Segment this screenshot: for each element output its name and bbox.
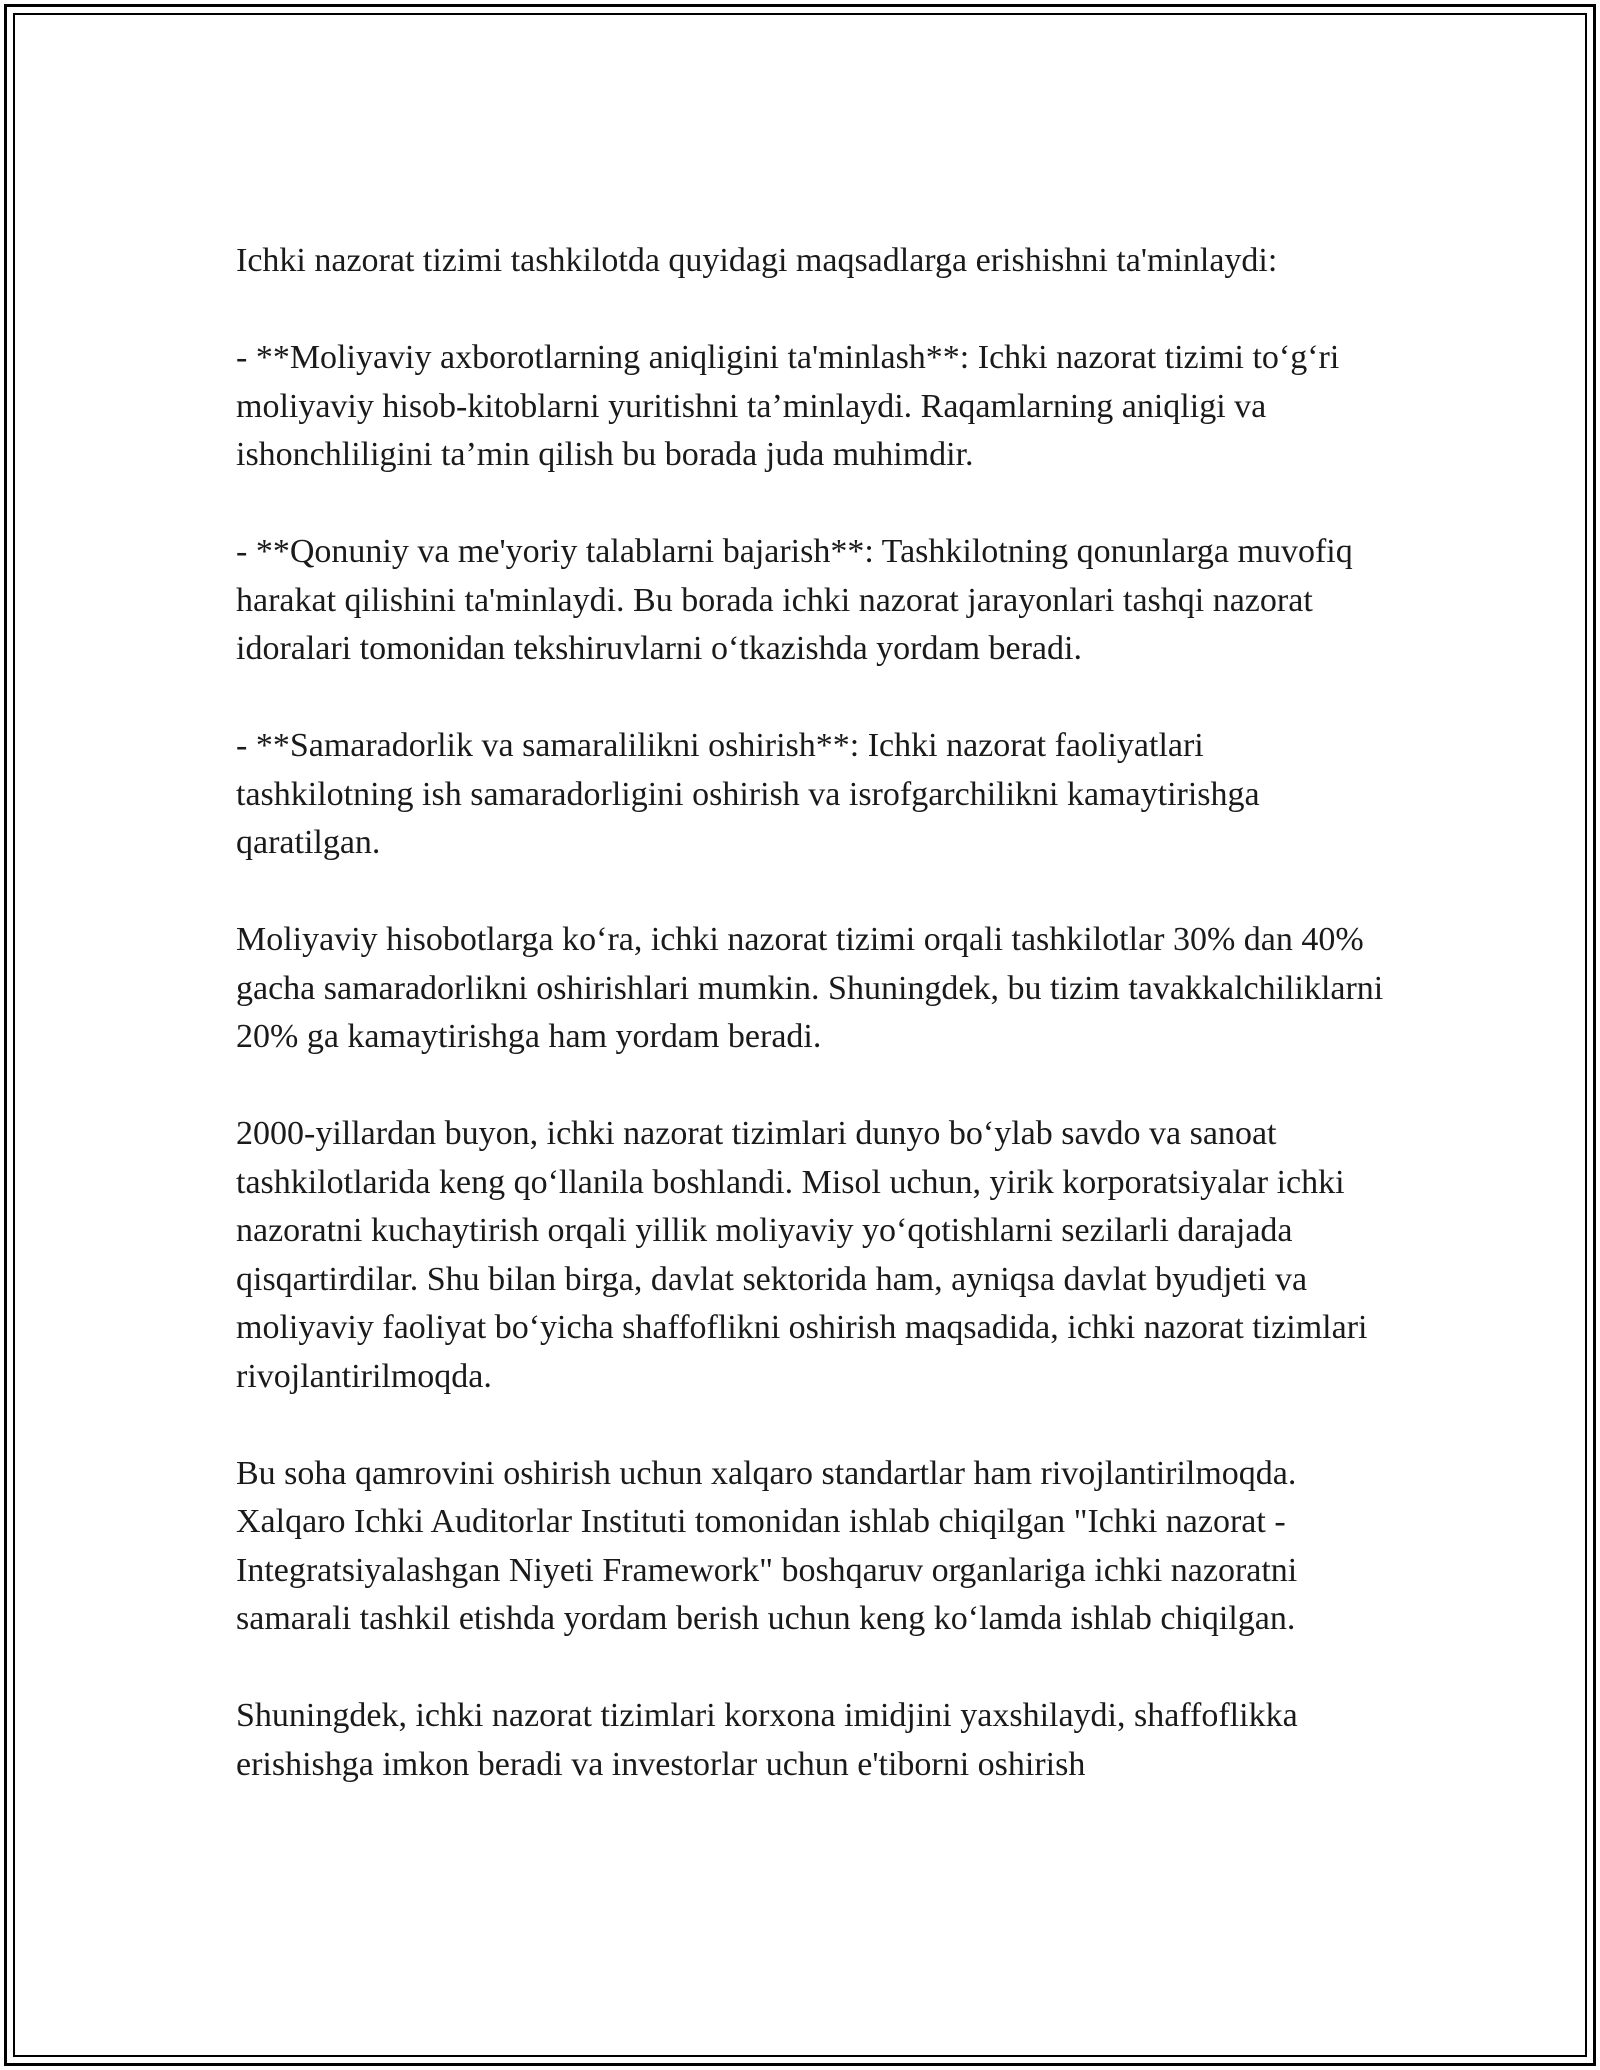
document-body (236, 237, 1386, 1789)
closing-paragraph: Shuningdek, ichki nazorat tizimlari korxona imidjini yaxshilaydi, shaffoflikka erishishga imkon beradi va investorlar uchun e'tiborni oshirish (236, 1697, 1298, 1783)
list-item-financial-accuracy: - **Moliyaviy axborotlarning aniqligini ta'minlash**: Ichki nazorat tizimi to‘g‘ri moliyaviy hisob-kitoblarni yuritishni ta’minlaydi. Raqamlarning aniqligi va ishonchliligini ta’min qilish bu borada juda muhimdir. (236, 339, 1340, 473)
intro-paragraph: Ichki nazorat tizimi tashkilotda quyidagi maqsadlarga erishishni ta'minlaydi: (236, 242, 1278, 279)
list-item-legal-compliance: - **Qonuniy va me'yoriy talablarni bajarish**: Tashkilotning qonunlarga muvofiq harakat qilishini ta'minlaydi. Bu borada ichki nazorat jarayonlari tashqi nazorat idoralari tomonidan tekshiruvlarni o‘tkazishda yordam beradi. (236, 533, 1353, 667)
history-paragraph: 2000-yillardan buyon, ichki nazorat tizimlari dunyo bo‘ylab savdo va sanoat tashkilotlarida keng qo‘llanila boshlandi. Misol uchun, yirik korporatsiyalar ichki nazoratni kuchaytirish orqali yillik moliyaviy yo‘qotishlarni sezilarli darajada qisqartirdilar. Shu bilan birga, davlat sektorida ham, ayniqsa davlat byudjeti va moliyaviy faoliyat bo‘yicha shaffoflikni oshirish maqsadida, ichki nazorat tizimlari rivojlantirilmoqda. (236, 1115, 1368, 1395)
list-item-efficiency: - **Samaradorlik va samaralilikni oshirish**: Ichki nazorat faoliyatlari tashkilotning ish samaradorligini oshirish va isrofgarchilikni kamaytirishga qaratilgan. (236, 727, 1260, 861)
statistics-paragraph: Moliyaviy hisobotlarga ko‘ra, ichki nazorat tizimi orqali tashkilotlar 30% dan 40% gacha samaradorlikni oshirishlari mumkin. Shuningdek, bu tizim tavakkalchiliklarni 20% ga kamaytirishga ham yordam beradi. (236, 921, 1384, 1055)
standards-paragraph: Bu soha qamrovini oshirish uchun xalqaro standartlar ham rivojlantirilmoqda. Xalqaro Ichki Auditorlar Instituti tomonidan ishlab chiqilgan "Ichki nazorat - Integratsiyalashgan Niyeti Framework" boshqaruv organlariga ichki nazoratni samarali tashkil etishda yordam berish uchun keng ko‘lamda ishlab chiqilgan. (236, 1454, 1298, 1637)
